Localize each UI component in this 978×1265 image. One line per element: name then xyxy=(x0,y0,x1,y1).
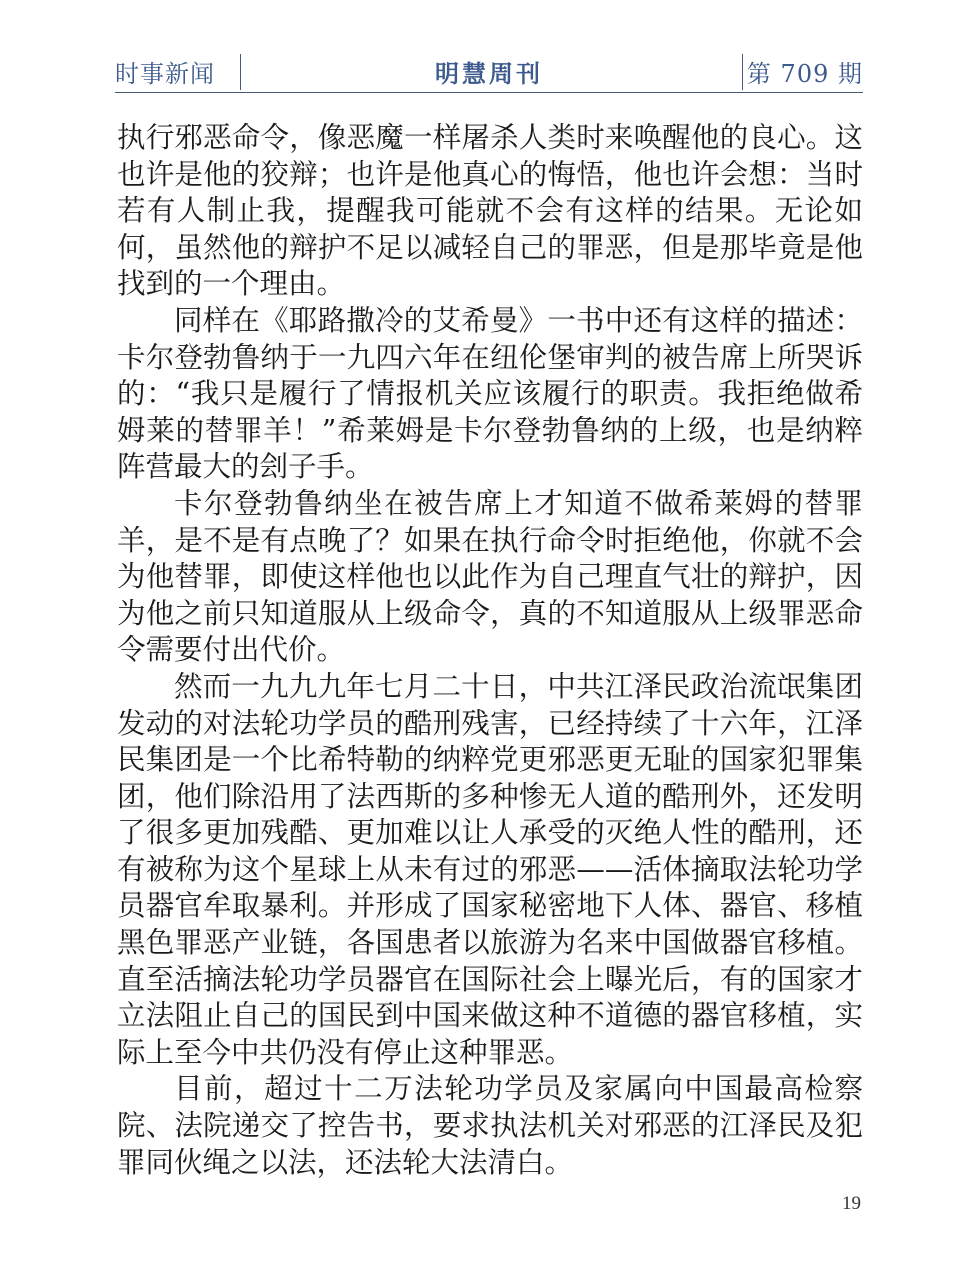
page-header xyxy=(115,48,863,93)
paragraph-continued: 执行邪恶命令，像恶魔一样屠杀人类时来唤醒他的良心。这也许是他的狡辩；也许是他真心的悔悟，他也许会想：当时若有人制止我，提醒我可能就不会有这样的结果。无论如何，虽然他的辩护不足以减轻自己的罪恶，但是那毕竟是他找到的一个理由。 xyxy=(117,121,863,301)
page-number: 19 xyxy=(842,1193,861,1214)
publication-title: 明慧周刊 xyxy=(435,60,543,88)
header-divider-right xyxy=(742,54,743,90)
section-title: 时事新闻 xyxy=(115,60,215,88)
paragraph: 然而一九九九年七月二十日，中共江泽民政治流氓集团发动的对法轮功学员的酷刑残害，已经持续了十六年，江泽民集团是一个比希特勒的纳粹党更邪恶更无耻的国家犯罪集团，他们除沿用了法西斯的多种惨无人道的酷刑外，还发明了很多更加残酷、更加难以让人承受的灭绝人性的酷刑，还有被称为这个星球上从未有过的邪恶——活体摘取法轮功学员器官牟取暴利。并形成了国家秘密地下人体、器官、移植黑色罪恶产业链，各国患者以旅游为名来中国做器官移植。直至活摘法轮功学员器官在国际社会上曝光后，有的国家才立法阻止自己的国民到中国来做这种不道德的器官移植，实际上至今中共仍没有停止这种罪恶。 xyxy=(117,669,863,1069)
paragraph: 同样在《耶路撒冷的艾希曼》一书中还有这样的描述：卡尔登勃鲁纳于一九四六年在纽伦堡审判的被告席上所哭诉的：“我只是履行了情报机关应该履行的职责。我拒绝做希姆莱的替罪羊！”希莱姆是卡尔登勃鲁纳的上级，也是纳粹阵营最大的刽子手。 xyxy=(117,303,863,484)
issue-number: 第 709 期 xyxy=(746,60,863,88)
article-body xyxy=(117,120,863,1181)
paragraph: 目前，超过十二万法轮功学员及家属向中国最高检察院、法院递交了控告书，要求执法机关对邪恶的江泽民及犯罪同伙绳之以法，还法轮大法清白。 xyxy=(117,1072,863,1179)
paragraph: 卡尔登勃鲁纳坐在被告席上才知道不做希莱姆的替罪羊，是不是有点晚了？如果在执行命令时拒绝他，你就不会为他替罪，即使这样他也以此作为自己理直气壮的辩护，因为他之前只知道服从上级命令，真的不知道服从上级罪恶命令需要付出代价。 xyxy=(117,486,863,667)
